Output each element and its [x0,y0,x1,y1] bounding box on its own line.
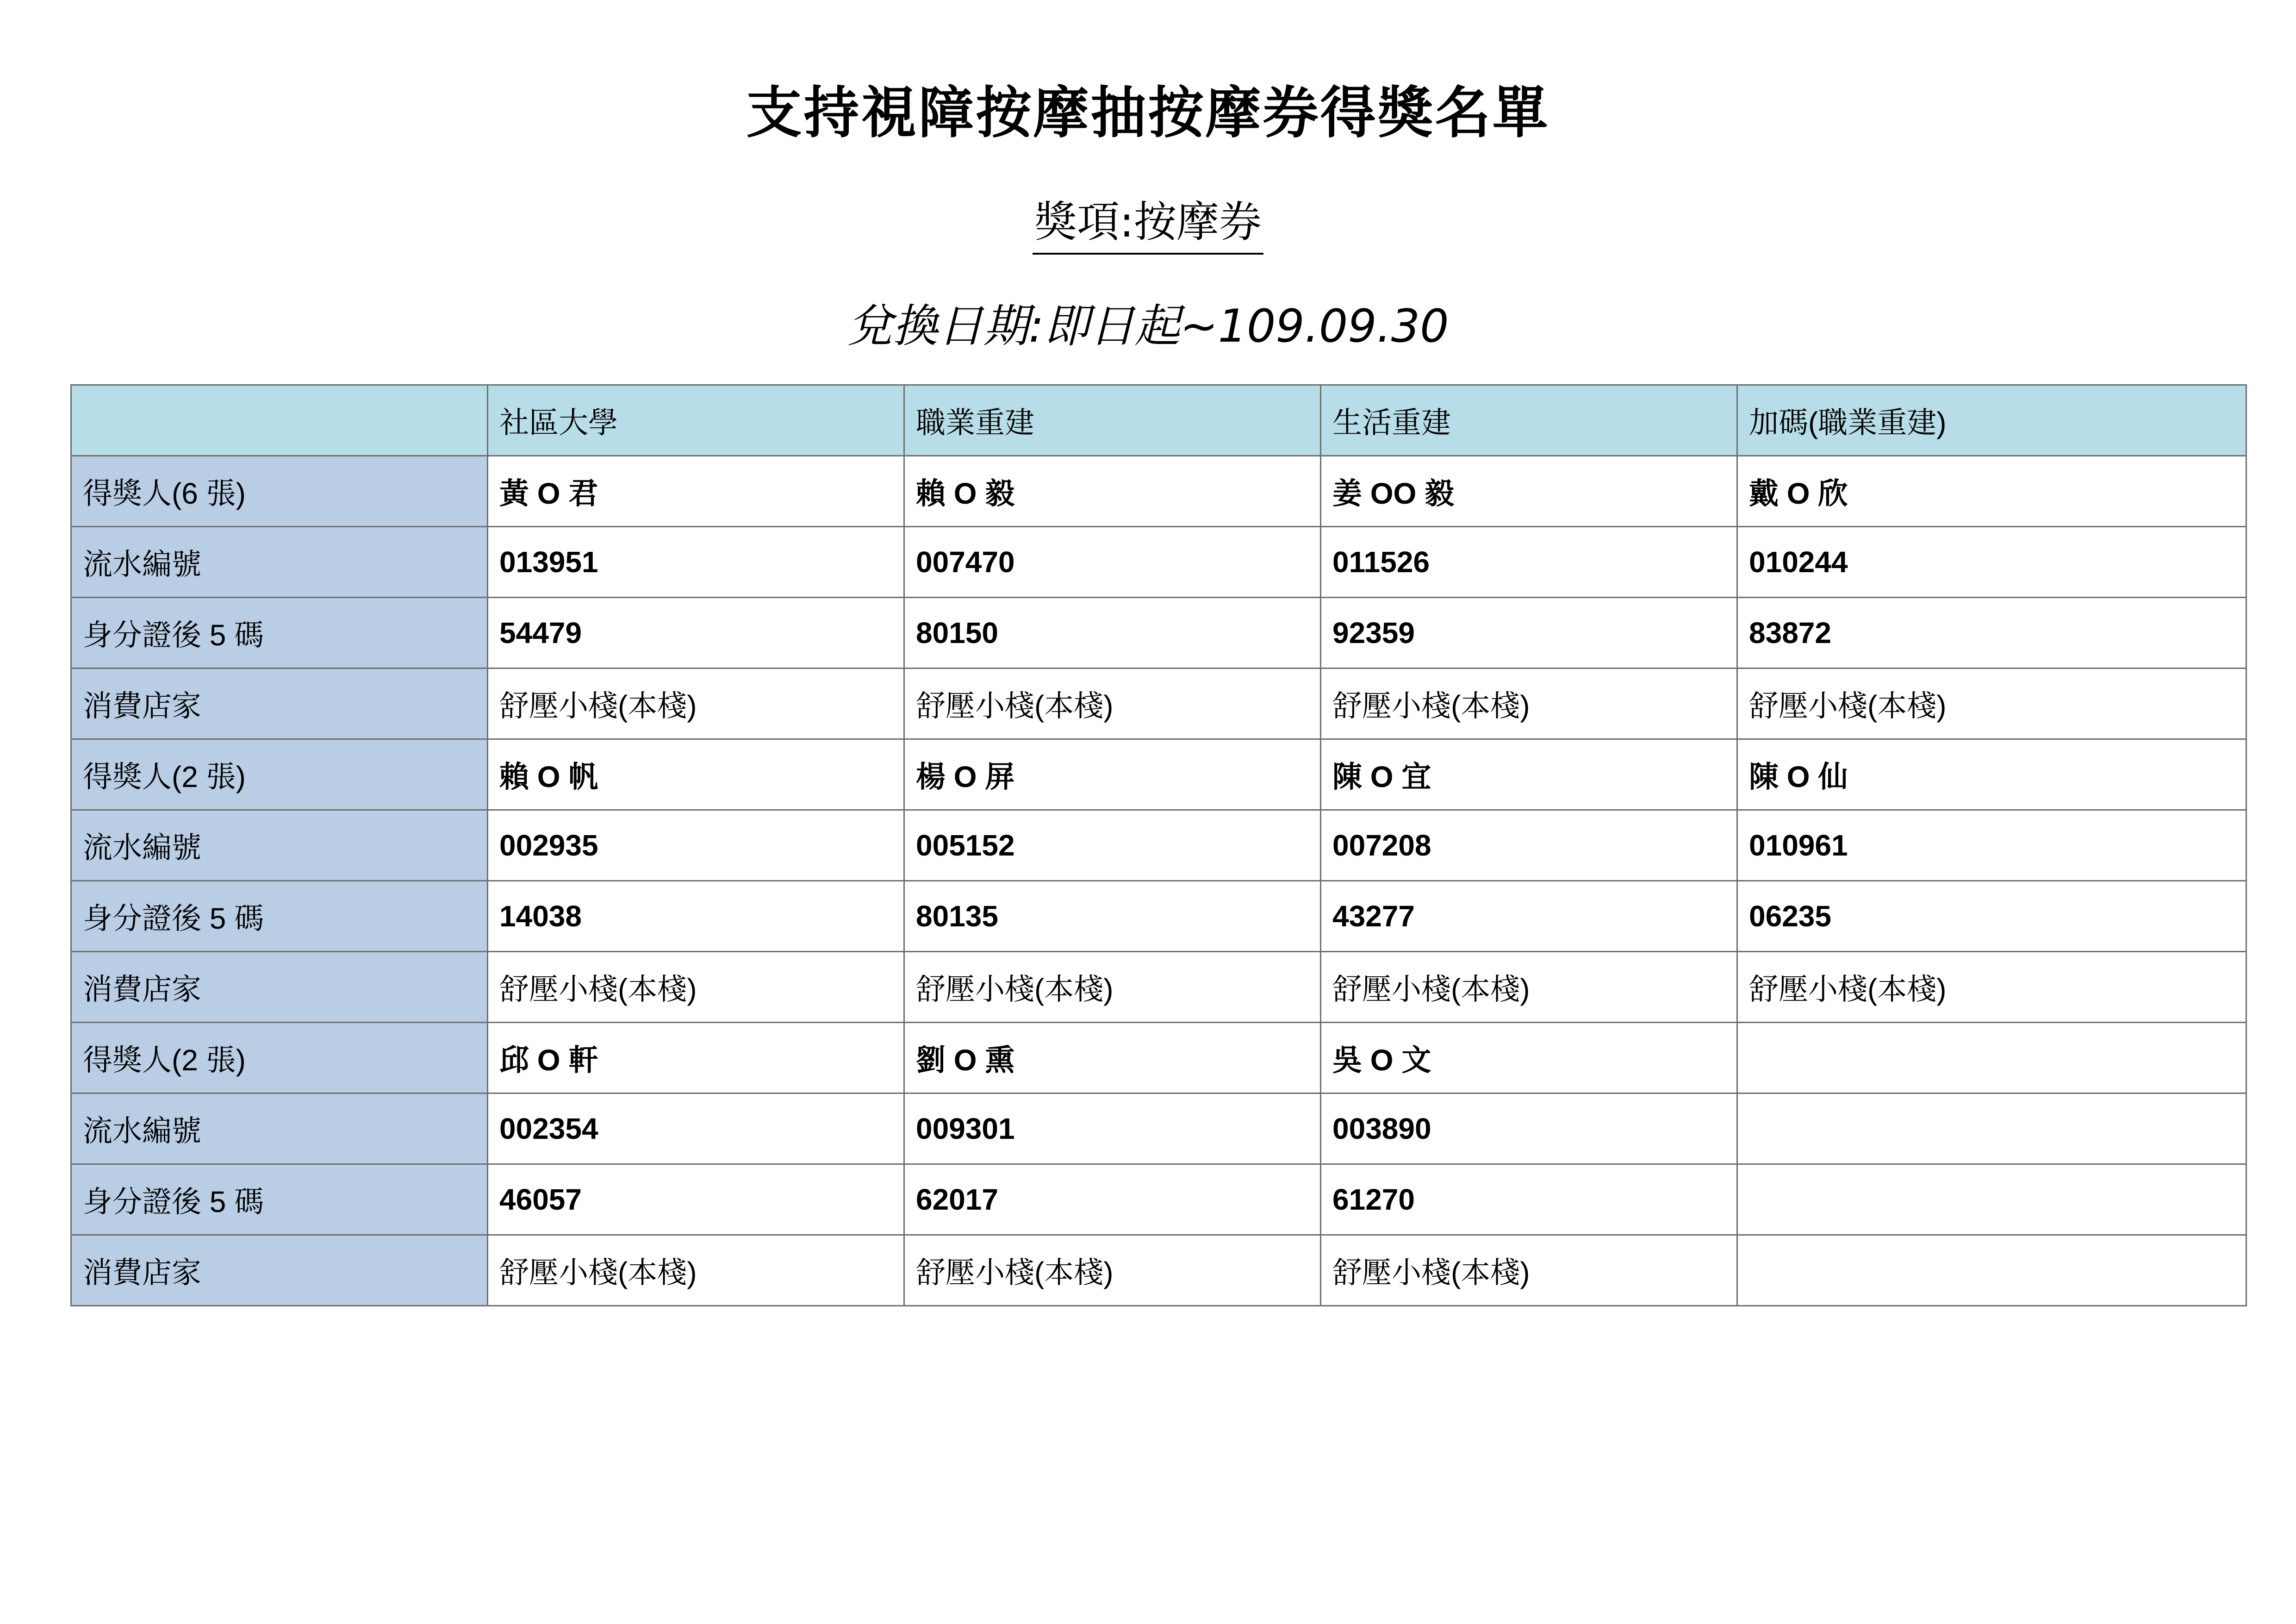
serial-number: 013951 [488,527,904,598]
store-name: 舒壓小棧(本棧) [1321,952,1737,1023]
header-cell: 加碼(職業重建) [1737,385,2246,456]
header-cell: 職業重建 [904,385,1321,456]
id-last-five: 62017 [904,1164,1321,1235]
serial-number: 011526 [1321,527,1737,598]
table-row [71,598,2246,668]
table-row [71,1164,2246,1235]
id-last-five: 54479 [488,598,904,668]
winner-name: 姜 OO 毅 [1321,456,1737,527]
row-label: 消費店家 [71,1235,488,1306]
id-last-five: 14038 [488,881,904,952]
winner-name: 楊 O 屏 [904,739,1321,810]
winner-name: 戴 O 欣 [1737,456,2246,527]
store-name: 舒壓小棧(本棧) [904,1235,1321,1306]
table-row [71,952,2246,1023]
row-label: 消費店家 [71,668,488,739]
id-last-five: 80135 [904,881,1321,952]
header-cell [71,385,488,456]
winner-name [1737,1023,2246,1093]
id-last-five: 46057 [488,1164,904,1235]
winner-name: 陳 O 仙 [1737,739,2246,810]
store-name: 舒壓小棧(本棧) [488,1235,904,1306]
store-name: 舒壓小棧(本棧) [904,952,1321,1023]
store-name: 舒壓小棧(本棧) [488,668,904,739]
serial-number: 007208 [1321,810,1737,881]
row-label: 消費店家 [71,952,488,1023]
store-name [1737,1235,2246,1306]
id-last-five [1737,1164,2246,1235]
table-header-row [71,385,2246,456]
store-name: 舒壓小棧(本棧) [904,668,1321,739]
serial-number: 010961 [1737,810,2246,881]
serial-number: 007470 [904,527,1321,598]
winner-name: 陳 O 宜 [1321,739,1737,810]
serial-number: 003890 [1321,1093,1737,1164]
row-label: 身分證後 5 碼 [71,1164,488,1235]
serial-number: 009301 [904,1093,1321,1164]
winner-name: 吳 O 文 [1321,1023,1737,1093]
page-title: 支持視障按摩抽按摩券得獎名單 [746,81,1550,145]
row-label: 得獎人(6 張) [71,456,488,527]
winner-name: 黃 O 君 [488,456,904,527]
winner-name: 邱 O 軒 [488,1023,904,1093]
winner-name: 賴 O 毅 [904,456,1321,527]
store-name: 舒壓小棧(本棧) [1321,1235,1737,1306]
winner-name: 賴 O 帆 [488,739,904,810]
serial-number: 002354 [488,1093,904,1164]
winners-table [70,384,2247,1306]
row-label: 流水編號 [71,810,488,881]
header-cell: 社區大學 [488,385,904,456]
table-row [71,810,2246,881]
store-name: 舒壓小棧(本棧) [1737,668,2246,739]
table-row [71,1093,2246,1164]
id-last-five: 61270 [1321,1164,1737,1235]
id-last-five: 80150 [904,598,1321,668]
id-last-five: 43277 [1321,881,1737,952]
table-row [71,881,2246,952]
table-row [71,527,2246,598]
header-cell: 生活重建 [1321,385,1737,456]
table-row [71,668,2246,739]
serial-number [1737,1093,2246,1164]
award-subtitle: 獎項:按摩券 [1033,194,1263,255]
table-row [71,1235,2246,1306]
store-name: 舒壓小棧(本棧) [1737,952,2246,1023]
row-label: 身分證後 5 碼 [71,598,488,668]
row-label: 流水編號 [71,527,488,598]
winner-name: 劉 O 熏 [904,1023,1321,1093]
store-name: 舒壓小棧(本棧) [1321,668,1737,739]
row-label: 身分證後 5 碼 [71,881,488,952]
award-subtitle-wrap [0,194,2296,255]
row-label: 得獎人(2 張) [71,1023,488,1093]
serial-number: 010244 [1737,527,2246,598]
id-last-five: 83872 [1737,598,2246,668]
row-label: 流水編號 [71,1093,488,1164]
serial-number: 002935 [488,810,904,881]
table-row [71,456,2246,527]
redeem-date: 兌換日期:即日起~109.09.30 [847,300,1449,353]
serial-number: 005152 [904,810,1321,881]
id-last-five: 92359 [1321,598,1737,668]
id-last-five: 06235 [1737,881,2246,952]
row-label: 得獎人(2 張) [71,739,488,810]
table-row [71,739,2246,810]
store-name: 舒壓小棧(本棧) [488,952,904,1023]
table-row [71,1023,2246,1093]
